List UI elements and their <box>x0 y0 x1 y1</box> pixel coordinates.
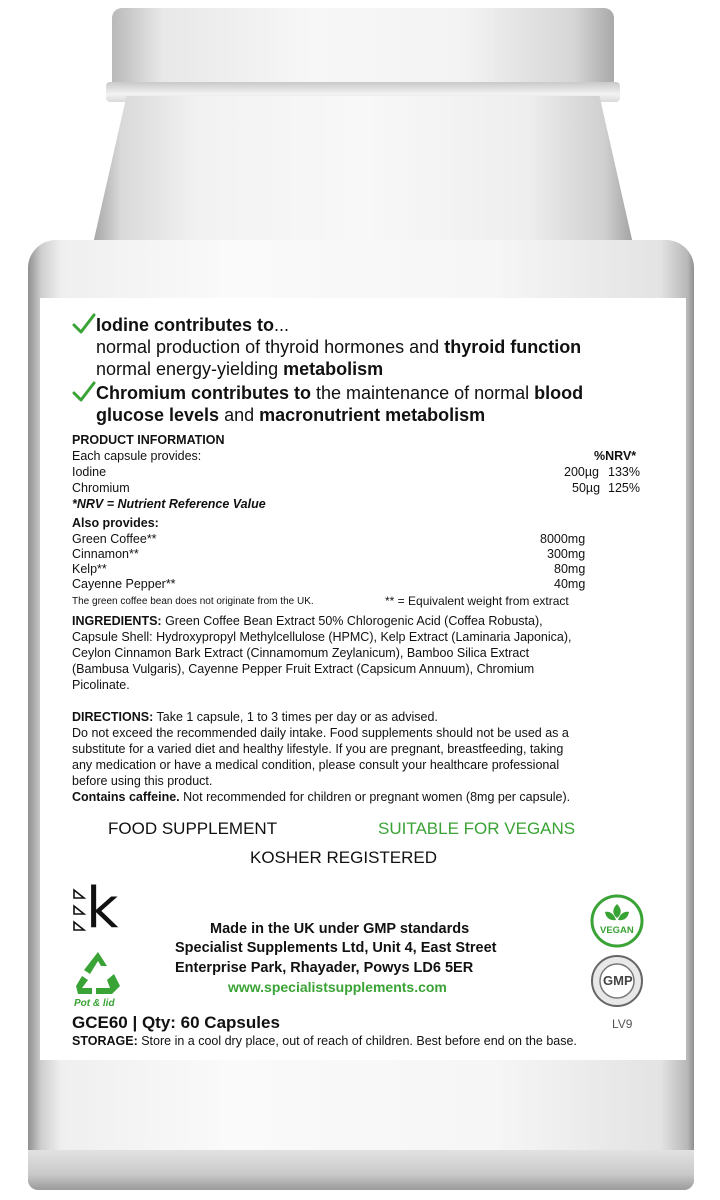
nutrient-nrv: 133% <box>608 465 640 479</box>
iodine-line1-text: normal production of thyroid hormones and <box>96 337 445 357</box>
directions-line: any medication or have a medical condition, please consult your healthcare professional <box>72 758 560 772</box>
brand-letter: k <box>86 876 119 941</box>
also-provides-heading: Also provides: <box>72 516 159 530</box>
ingredients-line: (Bambusa Vulgaris), Cayenne Pepper Fruit Extract (Capsicum Annuum), Chromium <box>72 662 535 676</box>
iodine-line2-text: normal energy-yielding <box>96 359 284 379</box>
chromium-claim-line2 <box>96 404 485 427</box>
caffeine-warning <box>72 790 570 806</box>
storage-text: Store in a cool dry place, out of reach of children. Best before end on the base. <box>137 1034 577 1048</box>
storage-label: STORAGE: <box>72 1034 138 1048</box>
nrv-header: %NRV* <box>594 449 637 463</box>
extract-name: Green Coffee** <box>72 532 157 546</box>
recycle-icon <box>74 950 122 996</box>
directions-text: Take 1 capsule, 1 to 3 times per day or as advised. <box>153 710 438 724</box>
company-address-line1: Specialist Supplements Ltd, Unit 4, East Street <box>175 940 497 956</box>
iodine-claim-line2 <box>96 358 383 381</box>
kosher-badge: KOSHER REGISTERED <box>250 848 438 867</box>
iodine-line2-bold: metabolism <box>283 359 384 379</box>
website-link: www.specialistsupplements.com <box>228 979 447 995</box>
suitable-vegans-badge: SUITABLE FOR VEGANS <box>378 819 576 838</box>
product-label <box>40 298 686 1060</box>
checkmark-icon <box>72 380 96 409</box>
extract-row <box>72 562 642 577</box>
product-code: GCE60 | Qty: 60 Capsules <box>72 1013 280 1032</box>
iodine-title: Iodine contributes to <box>96 315 274 335</box>
vegan-logo <box>590 894 644 948</box>
chromium-line1-text: the maintenance of normal <box>311 383 535 403</box>
label-version: LV9 <box>612 1017 633 1031</box>
extract-row <box>72 532 642 547</box>
extract-amount: 300mg <box>547 547 586 561</box>
directions-line <box>72 710 438 726</box>
storage-line <box>72 1034 577 1050</box>
extract-name: Kelp** <box>72 562 107 576</box>
ingredients-text: Green Coffee Bean Extract 50% Chlorogenic Acid (Coffea Robusta), <box>161 614 543 628</box>
chromium-line2-text: and <box>219 405 260 425</box>
bottle-base <box>28 1150 694 1190</box>
chromium-line1-bold: blood <box>534 383 584 403</box>
nutrient-row <box>72 465 642 480</box>
nutrient-row <box>72 481 642 496</box>
origin-note: The green coffee bean does not originate from the UK. <box>72 596 314 607</box>
iodine-claim-line1 <box>96 336 581 359</box>
extract-name: Cinnamon** <box>72 547 139 561</box>
brand-logo <box>70 876 126 941</box>
vegan-text: VEGAN <box>600 925 634 936</box>
nutrient-amount: 200µg <box>564 465 600 479</box>
caffeine-label: Contains caffeine. <box>72 790 180 804</box>
nutrient-name: Iodine <box>72 465 107 479</box>
product-info-heading: PRODUCT INFORMATION <box>72 433 225 447</box>
equivalent-weight-note: ** = Equivalent weight from extract <box>385 594 569 608</box>
chromium-claim-line1 <box>96 382 583 405</box>
nutrient-amount: 50µg <box>572 481 601 495</box>
recycle-caption: Pot & lid <box>74 998 115 1009</box>
nutrient-nrv: 125% <box>608 481 640 495</box>
ingredients-line <box>72 614 543 630</box>
extract-row <box>72 577 642 592</box>
extract-row <box>72 547 642 562</box>
gmp-logo <box>590 954 644 1008</box>
directions-line: Do not exceed the recommended daily intake. Food supplements should not be used as a <box>72 726 569 740</box>
iodine-ellipsis: ... <box>274 315 290 335</box>
extract-amount: 80mg <box>554 562 586 576</box>
made-in-uk-text: Made in the UK under GMP standards <box>210 921 470 937</box>
checkmark-icon <box>72 312 96 341</box>
company-address-line2: Enterprise Park, Rhayader, Powys LD6 5ER <box>175 960 474 976</box>
gmp-text: GMP <box>603 973 633 988</box>
ingredients-line: Picolinate. <box>72 678 130 692</box>
extract-amount: 8000mg <box>540 532 586 546</box>
each-capsule-text: Each capsule provides: <box>72 449 202 463</box>
iodine-line1-bold: thyroid function <box>444 337 582 357</box>
ingredients-line: Capsule Shell: Hydroxypropyl Methylcellulose (HPMC), Kelp Extract (Laminaria Japonica), <box>72 630 572 644</box>
iodine-claim-title <box>96 314 289 337</box>
nrv-note: *NRV = Nutrient Reference Value <box>72 497 266 511</box>
directions-label: DIRECTIONS: <box>72 710 154 724</box>
ingredients-line: Ceylon Cinnamon Bark Extract (Cinnamomum Zeylanicum), Bamboo Silica Extract <box>72 646 530 660</box>
extract-amount: 40mg <box>554 577 586 591</box>
ingredients-label: INGREDIENTS: <box>72 614 162 628</box>
directions-line: substitute for a varied diet and healthy lifestyle. If you are pregnant, breastfeeding, taking <box>72 742 564 756</box>
chromium-line2-bold2: macronutrient metabolism <box>259 405 486 425</box>
nutrient-name: Chromium <box>72 481 130 495</box>
extract-name: Cayenne Pepper** <box>72 577 176 591</box>
food-supplement-badge: FOOD SUPPLEMENT <box>108 819 278 838</box>
chromium-line2-bold1: glucose levels <box>96 405 220 425</box>
caffeine-text: Not recommended for children or pregnant women (8mg per capsule). <box>179 790 571 804</box>
chromium-title: Chromium contributes to <box>96 383 311 403</box>
directions-line: before using this product. <box>72 774 213 788</box>
